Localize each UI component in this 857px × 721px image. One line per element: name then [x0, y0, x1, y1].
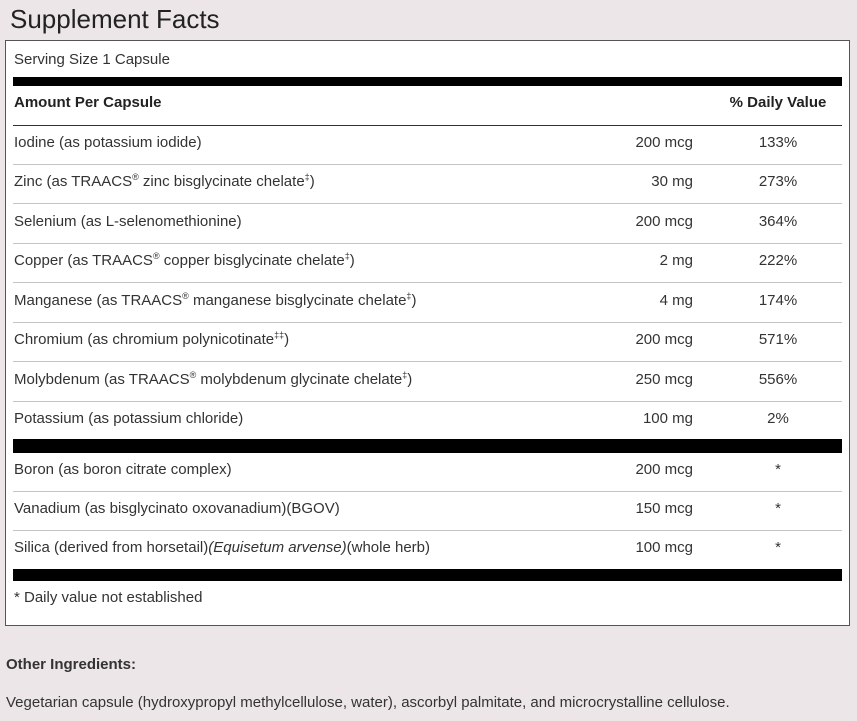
- nutrient-name: Copper (as TRAACS® copper bisglycinate chelate‡): [14, 251, 355, 269]
- nutrient-name: Molybdenum (as TRAACS® molybdenum glycinate chelate‡): [14, 370, 413, 388]
- nutrient-name: Vanadium (as bisglycinato oxovanadium)(BGOV): [14, 500, 340, 517]
- header-divider: [13, 125, 842, 126]
- serving-size-text: Serving Size 1 Capsule: [14, 51, 170, 68]
- nutrient-name: Chromium (as chromium polynicotinate‡‡): [14, 330, 290, 348]
- row-divider: [13, 322, 842, 323]
- daily-value-label: % Daily Value: [729, 94, 827, 111]
- nutrient-amount: 250 mcg: [635, 371, 693, 388]
- nutrient-name: Manganese (as TRAACS® manganese bisglycinate chelate‡): [14, 291, 417, 309]
- row-divider: [13, 203, 842, 204]
- facts-inner: [13, 41, 842, 625]
- nutrient-dv: 174%: [758, 292, 798, 309]
- thick-divider-middle: [13, 439, 842, 453]
- nutrient-amount: 200 mcg: [635, 134, 693, 151]
- nutrient-name: Selenium (as L-selenomethionine): [14, 213, 242, 230]
- thick-divider-top: [13, 77, 842, 86]
- nutrient-amount: 150 mcg: [635, 500, 693, 517]
- nutrient-dv: 2%: [767, 410, 789, 427]
- supplement-facts-panel: [5, 40, 850, 626]
- row-divider: [13, 530, 842, 531]
- nutrient-amount: 100 mg: [642, 410, 693, 427]
- nutrient-dv: *: [775, 539, 781, 556]
- row-divider: [13, 164, 842, 165]
- nutrient-dv: 556%: [758, 371, 798, 388]
- nutrient-amount: 200 mcg: [635, 213, 693, 230]
- row-divider: [13, 243, 842, 244]
- row-divider: [13, 361, 842, 362]
- nutrient-dv: *: [775, 461, 781, 478]
- nutrient-amount: 30 mg: [651, 173, 693, 190]
- nutrient-dv: 222%: [758, 252, 798, 269]
- nutrient-dv: 133%: [758, 134, 798, 151]
- other-ingredients-text: Vegetarian capsule (hydroxypropyl methylcellulose, water), ascorbyl palmitate, and microcrystalline cellulose.: [6, 694, 730, 711]
- nutrient-name: Zinc (as TRAACS® zinc bisglycinate chelate‡): [14, 172, 315, 190]
- footnote-text: * Daily value not established: [14, 589, 203, 606]
- nutrient-amount: 200 mcg: [635, 331, 693, 348]
- other-ingredients-label: Other Ingredients:: [6, 656, 137, 673]
- thick-divider-bottom: [13, 569, 842, 581]
- row-divider: [13, 401, 842, 402]
- nutrient-amount: 2 mg: [659, 252, 693, 269]
- nutrient-dv: 364%: [758, 213, 798, 230]
- nutrient-name: Iodine (as potassium iodide): [14, 134, 202, 151]
- nutrient-amount: 100 mcg: [635, 539, 693, 556]
- amount-per-capsule-label: Amount Per Capsule: [14, 94, 162, 111]
- nutrient-dv: *: [775, 500, 781, 517]
- nutrient-amount: 200 mcg: [635, 461, 693, 478]
- nutrient-name: Silica (derived from horsetail)(Equisetum arvense)(whole herb): [14, 539, 431, 556]
- nutrient-name: Boron (as boron citrate complex): [14, 461, 232, 478]
- nutrient-name: Potassium (as potassium chloride): [14, 410, 244, 427]
- nutrient-dv: 571%: [758, 331, 798, 348]
- row-divider: [13, 282, 842, 283]
- nutrient-dv: 273%: [758, 173, 798, 190]
- row-divider: [13, 491, 842, 492]
- nutrient-amount: 4 mg: [659, 292, 693, 309]
- page-title: Supplement Facts: [10, 4, 220, 34]
